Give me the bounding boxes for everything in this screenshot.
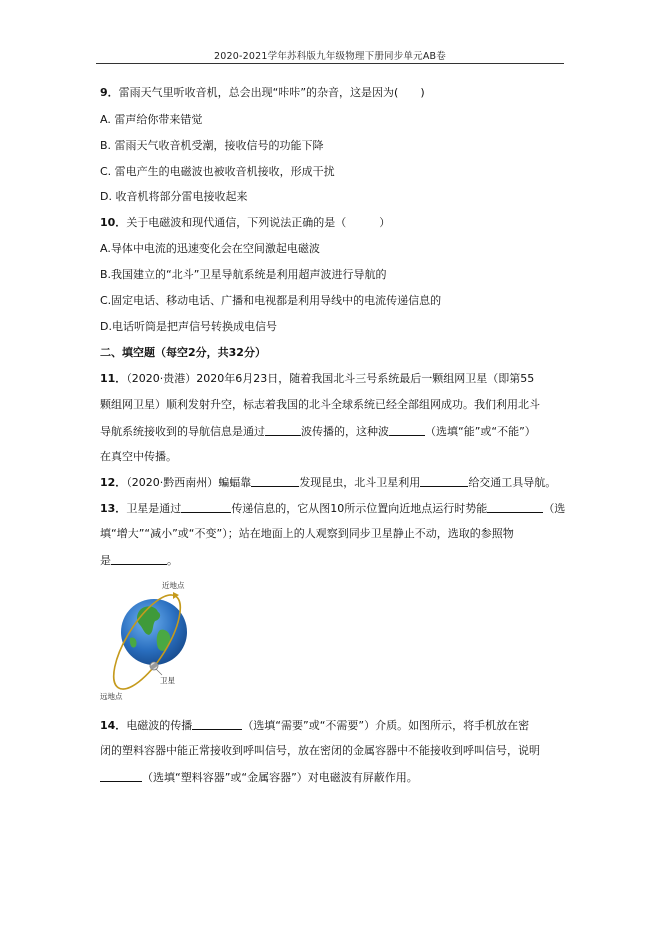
- question-14-text-1b: （选填“需要”或“不需要”）介质。如图所示，将手机放在密: [242, 719, 530, 732]
- answer-blank[interactable]: [265, 424, 301, 436]
- question-13-line-1: [100, 501, 565, 516]
- question-13-text-3b: 。: [167, 554, 178, 567]
- question-14-line-3: [100, 770, 418, 785]
- satellite-label: 卫星: [160, 676, 175, 685]
- question-14-line-2: 闭的塑料容器中能正常接收到呼叫信号，放在密闭的金属容器中不能接收到呼叫信号，说明: [100, 744, 540, 757]
- question-9-option-d: D. 收音机将部分雷电接收起来: [100, 190, 248, 203]
- question-10-option-b: B.我国建立的“北斗”卫星导航系统是利用超声波进行导航的: [100, 268, 387, 281]
- question-12-text-b: 发现昆虫，北斗卫星利用: [299, 476, 421, 489]
- question-10-stem: [100, 216, 390, 230]
- question-13-line-2: 填“增大”“减小”或“不变”）；站在地面上的人观察到同步卫星静止不动，选取的参照物: [100, 527, 514, 540]
- question-11-text-3c: （选填“能”或“不能”）: [425, 425, 536, 438]
- question-10-number: 10．: [100, 216, 127, 229]
- question-11-text-3a: 导航系统接收到的导航信息是通过: [100, 425, 265, 438]
- question-13-text-1c: （选: [543, 502, 566, 515]
- question-12-text-a: （2020·黔西南州）蝙蝠靠: [126, 476, 252, 489]
- apogee-label: 远地点: [100, 692, 123, 701]
- question-13-text-3a: 是: [100, 554, 111, 567]
- question-12-line: [100, 475, 556, 490]
- perigee-label: 近地点: [162, 581, 185, 590]
- question-10-text: 关于电磁波和现代通信，下列说法正确的是（ ）: [126, 216, 391, 229]
- header-divider: [96, 63, 564, 64]
- answer-blank[interactable]: [251, 475, 299, 487]
- question-9-number: 9．: [100, 86, 119, 99]
- question-9-text: 雷雨天气里听收音机，总会出现“咔咔”的杂音，这是因为( ): [118, 86, 425, 99]
- question-14-line-1: [100, 718, 529, 733]
- question-13-number: 13．: [100, 502, 127, 515]
- question-12-text-c: 给交通工具导航。: [468, 476, 557, 489]
- page-header: 2020-2021学年苏科版九年级物理下册同步单元AB卷: [214, 51, 446, 62]
- answer-blank[interactable]: [389, 424, 425, 436]
- question-12-number: 12．: [100, 476, 127, 489]
- satellite-icon: [150, 662, 159, 670]
- question-11-line-3: [100, 424, 536, 439]
- question-11-line-1: [100, 372, 534, 386]
- answer-blank[interactable]: [420, 475, 468, 487]
- question-14-number: 14．: [100, 719, 127, 732]
- answer-blank[interactable]: [192, 718, 242, 730]
- question-14-text-1a: 电磁波的传播: [126, 719, 193, 732]
- orbit-figure: [100, 580, 192, 702]
- question-13-text-1a: 卫星是通过: [126, 502, 182, 515]
- question-11-number: 11．: [100, 372, 127, 385]
- question-9-option-a: A. 雷声给你带来错觉: [100, 113, 203, 126]
- question-13-text-1b: 传递信息的，它从图10所示位置向近地点运行时势能: [231, 502, 488, 515]
- question-10-option-d: D.电话听筒是把声信号转换成电信号: [100, 320, 277, 333]
- earth-orbit-diagram: [100, 580, 192, 702]
- question-11-line-4: 在真空中传播。: [100, 450, 177, 463]
- answer-blank[interactable]: [181, 501, 231, 513]
- question-11-text-3b: 波传播的，这种波: [301, 425, 389, 438]
- question-9-option-b: B. 雷雨天气收音机受潮，接收信号的功能下降: [100, 139, 324, 152]
- question-10-option-a: A.导体中电流的迅速变化会在空间激起电磁波: [100, 242, 320, 255]
- question-11-text-1: （2020·贵港）2020年6月23日，随着我国北斗三号系统最后一颗组网卫星（即第55: [126, 372, 535, 385]
- question-11-line-2: 颗组网卫星）顺利发射升空，标志着我国的北斗全球系统已经全部组网成功。我们利用北斗: [100, 398, 540, 411]
- question-10-option-c: C.固定电话、移动电话、广播和电视都是利用导线中的电流传递信息的: [100, 294, 442, 307]
- answer-blank[interactable]: [111, 553, 167, 565]
- section-title: 二、填空题（每空2分，共32分）: [100, 346, 266, 359]
- question-9-option-c: C. 雷电产生的电磁波也被收音机接收，形成干扰: [100, 165, 335, 178]
- answer-blank[interactable]: [487, 501, 543, 513]
- question-9-stem: [100, 86, 425, 100]
- answer-blank[interactable]: [100, 770, 142, 782]
- question-14-text-3: （选填“塑料容器”或“金属容器”）对电磁波有屏蔽作用。: [142, 771, 418, 784]
- question-13-line-3: [100, 553, 178, 568]
